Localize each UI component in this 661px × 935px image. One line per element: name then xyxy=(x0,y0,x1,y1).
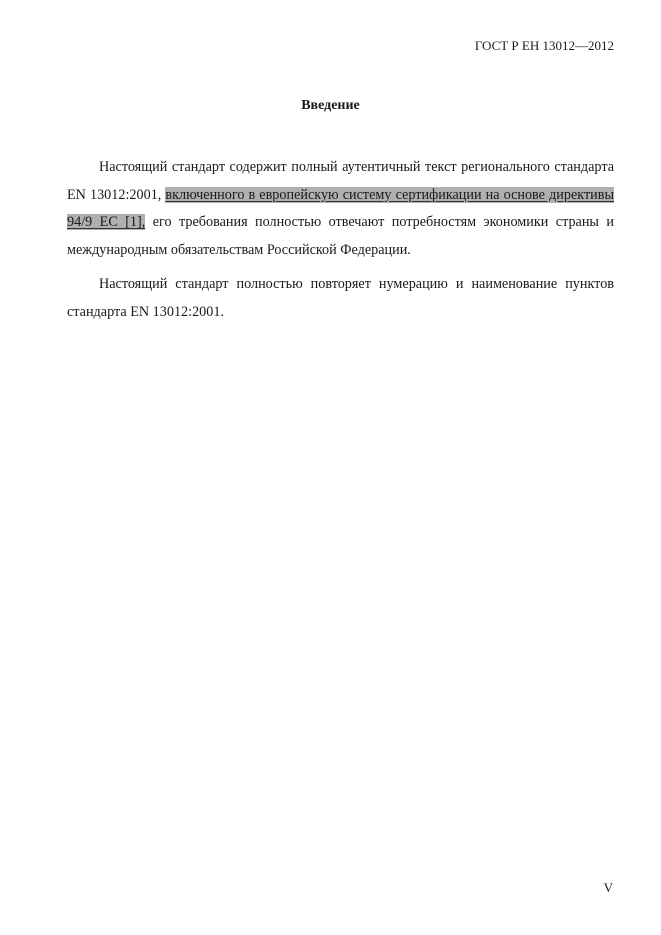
paragraph-1-start: Настоящий стандарт содержит полный аутентичный текст регионального стандарта EN 13012:2001, xyxy=(67,159,614,203)
paragraph-1-end: его требования полностью отвечают потребностям экономики страны и международным обязательствам Российской Федерации. xyxy=(67,214,614,258)
highlighted-text: включенного в европейскую систему сертификации на основе директивы 94/9 ЕС [1], xyxy=(67,186,614,230)
section-title: Введение xyxy=(301,98,360,113)
paragraph-2: Настоящий стандарт полностью повторяет нумерацию и наименование пунктов стандарта EN 13012:2001. xyxy=(67,276,614,320)
paragraph-1 xyxy=(67,154,614,264)
document-code-header: ГОСТ Р ЕН 13012—2012 xyxy=(474,38,614,53)
body-text xyxy=(67,154,614,333)
page-number: V xyxy=(603,880,613,895)
